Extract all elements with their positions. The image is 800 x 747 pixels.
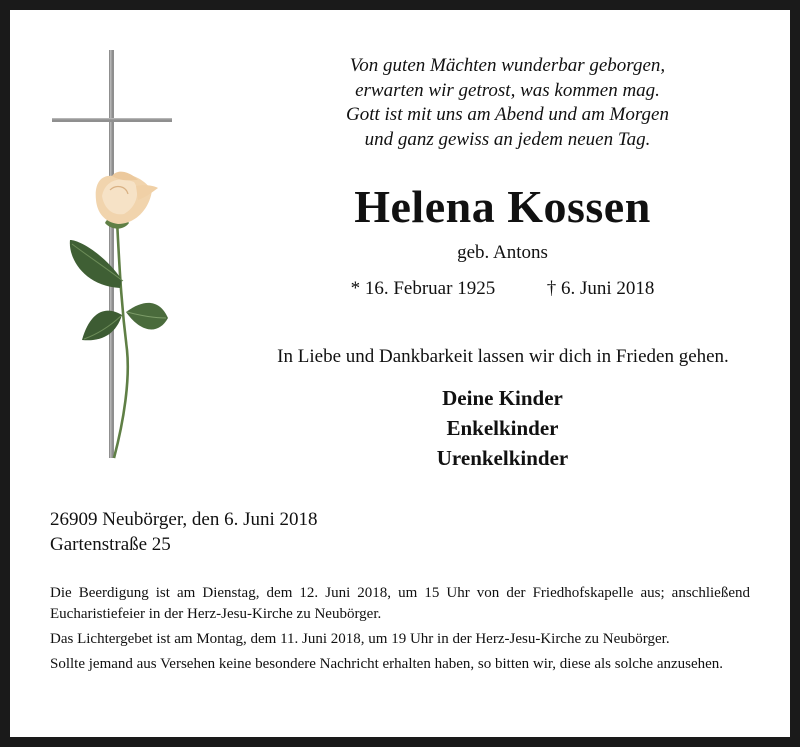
notice-prayer: Das Lichtergebet ist am Montag, dem 11. Juni 2018, um 19 Uhr in der Herz-Jesu-Kirche zu Neubörger. (50, 631, 670, 647)
maiden-name: geb. Antons (457, 242, 548, 263)
death-date: † 6. Juni 2018 (546, 278, 655, 299)
poem-line: und ganz gewiss an jedem neuen Tag. (364, 128, 651, 150)
life-dates (240, 278, 765, 300)
place-date: 26909 Neubörger, den 6. Juni 2018 (50, 509, 318, 530)
address-block (50, 508, 318, 557)
poem-line: erwarten wir getrost, was kommen mag. (355, 79, 660, 101)
cross-icon (52, 50, 172, 458)
poem (240, 54, 775, 152)
street: Gartenstraße 25 (50, 533, 171, 555)
notice-funeral: Die Beerdigung ist am Dienstag, dem 12. Juni 2018, um 15 Uhr von der Friedhofskapelle aus; anschließend Eucharistiefeier in der Herz-Jesu-Kirche zu Neubörger. (50, 585, 750, 622)
farewell-text: In Liebe und Dankbarkeit lassen wir dich in Frieden gehen. (277, 346, 729, 367)
family-list (240, 383, 765, 473)
deceased-name: Helena Kossen (354, 181, 651, 232)
notices (50, 583, 750, 679)
poem-line: Gott ist mit uns am Abend und am Morgen (346, 104, 669, 125)
birth-date: * 16. Februar 1925 (350, 278, 496, 299)
family-member: Enkelkinder (446, 416, 559, 440)
family-member: Urenkelkinder (436, 446, 569, 470)
family-member: Deine Kinder (442, 386, 563, 410)
obituary-card (10, 10, 790, 737)
cross-rose-illustration (50, 50, 190, 470)
rose-icon (70, 172, 168, 458)
poem-line: Von guten Mächten wunderbar geborgen, (349, 55, 666, 76)
notice-disclaimer: Sollte jemand aus Versehen keine besondere Nachricht erhalten haben, so bitten wir, diese als solche anzusehen. (50, 656, 724, 672)
